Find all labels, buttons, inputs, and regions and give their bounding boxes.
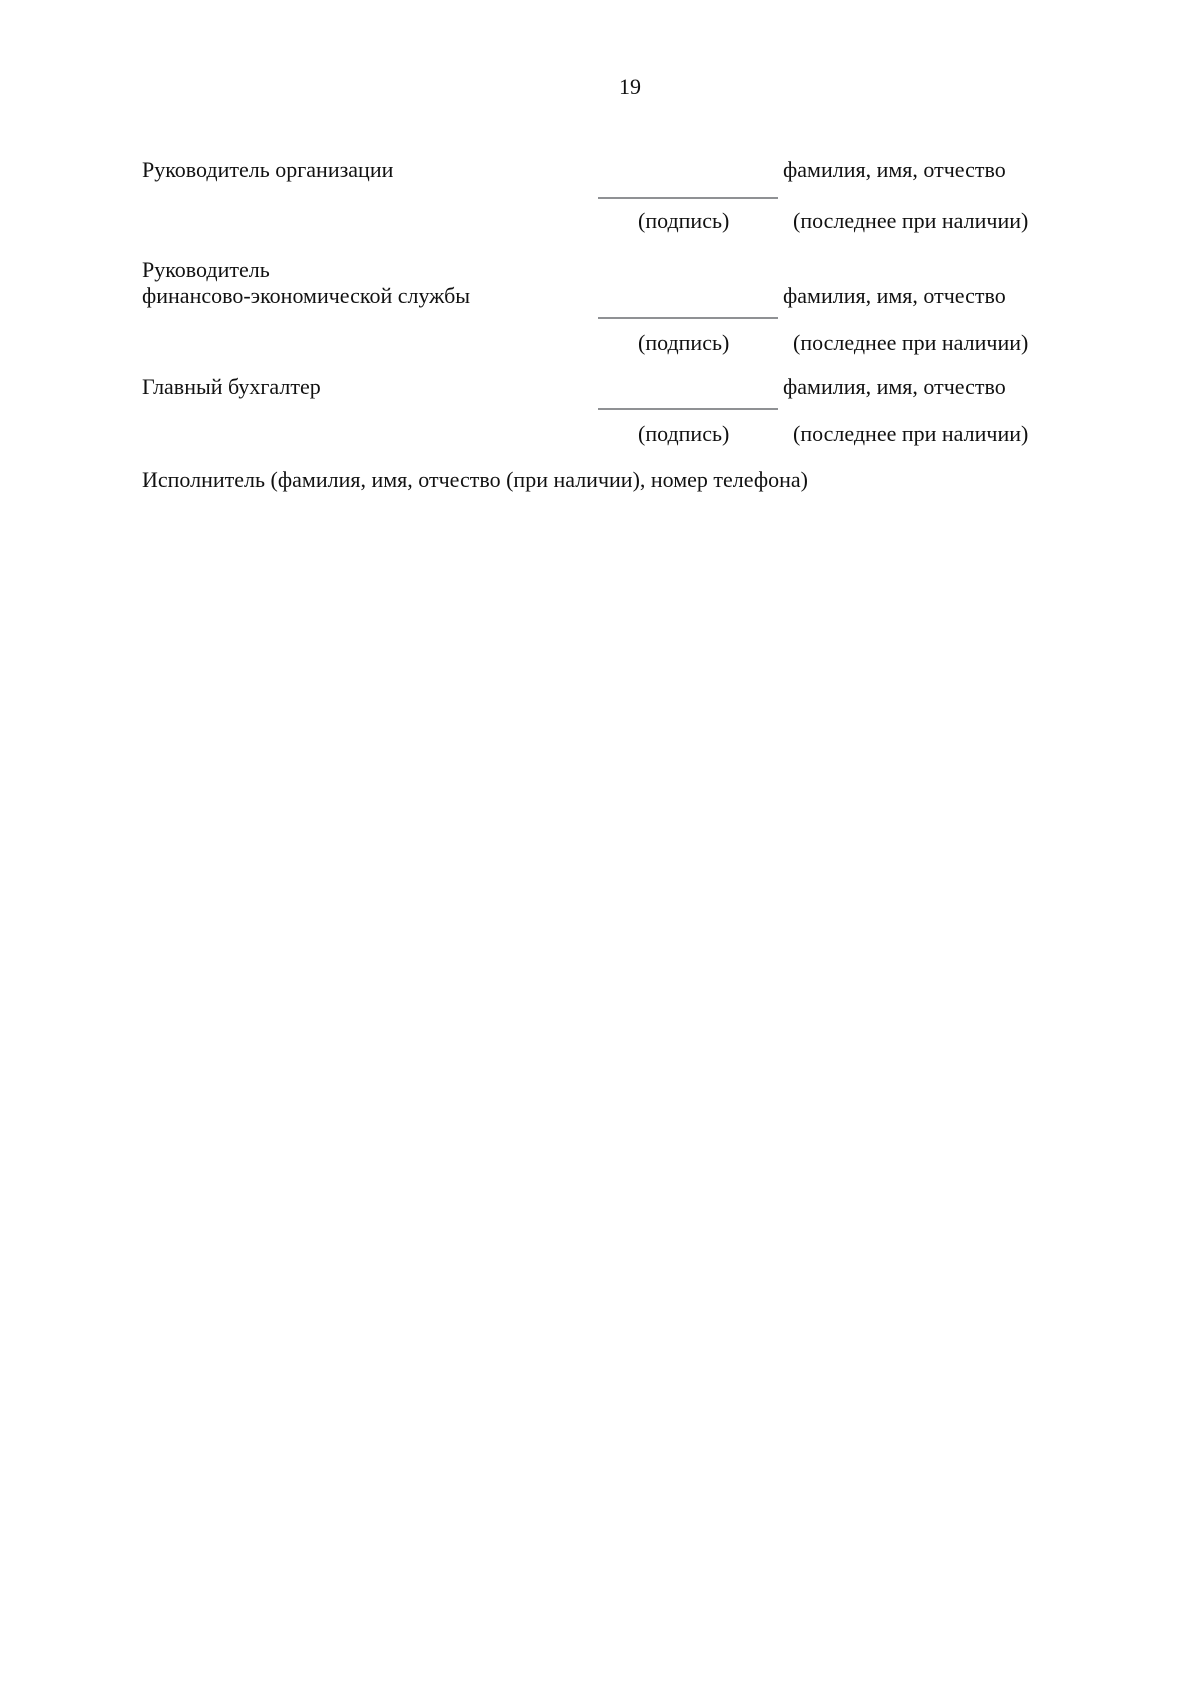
signer-title-chief-accountant: Главный бухгалтер: [142, 374, 321, 399]
full-name-hint: фамилия, имя, отчество: [783, 283, 1006, 308]
signer-title-head-of-finance-service: [142, 257, 612, 309]
signature-line: [598, 408, 778, 410]
signature-line: [598, 317, 778, 319]
patronymic-caption: (последнее при наличии): [793, 421, 1029, 446]
signer-title-head-of-organization: Руководитель организации: [142, 157, 394, 182]
signature-caption: (подпись): [638, 208, 730, 233]
full-name-hint: фамилия, имя, отчество: [783, 157, 1006, 182]
signer-title-line-1: Руководитель: [142, 257, 270, 282]
patronymic-caption: (последнее при наличии): [793, 330, 1029, 355]
patronymic-caption: (последнее при наличии): [793, 208, 1029, 233]
page-number: 19: [619, 74, 641, 99]
executor-line: Исполнитель (фамилия, имя, отчество (при наличии), номер телефона): [142, 467, 808, 492]
signer-title-line-2: финансово-экономической службы: [142, 283, 471, 308]
full-name-hint: фамилия, имя, отчество: [783, 374, 1006, 399]
signature-caption: (подпись): [638, 330, 730, 355]
signature-caption: (подпись): [638, 421, 730, 446]
signature-line: [598, 197, 778, 199]
